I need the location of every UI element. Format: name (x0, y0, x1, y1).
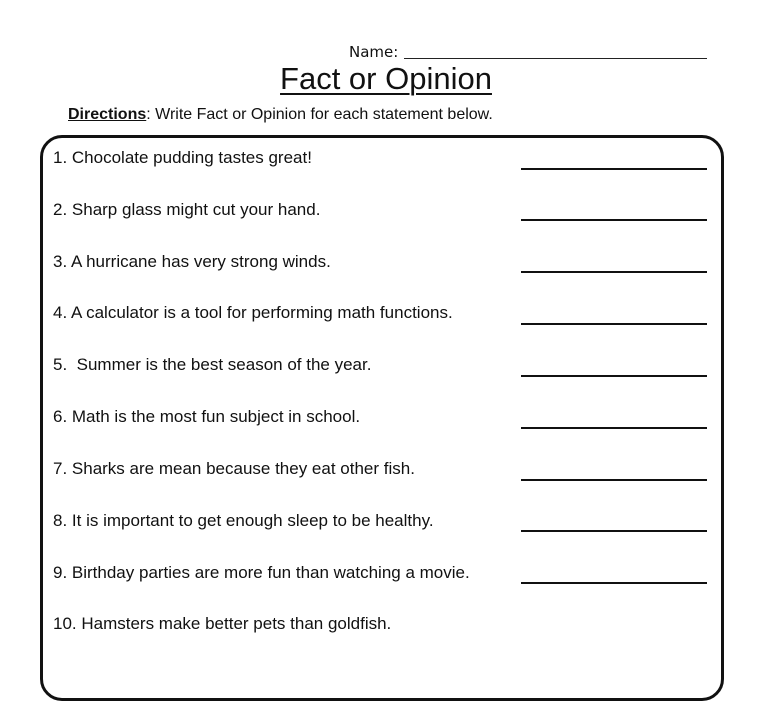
statement-3: 3. A hurricane has very strong winds. (53, 252, 331, 271)
answer-line-4[interactable] (521, 323, 707, 325)
answer-line-1[interactable] (521, 168, 707, 170)
statement-9: 9. Birthday parties are more fun than watching a movie. (53, 563, 470, 582)
answer-line-8[interactable] (521, 530, 707, 532)
name-label: Name: (349, 43, 399, 61)
statement-10: 10. Hamsters make better pets than goldfish. (53, 614, 392, 633)
directions-label: Directions (68, 106, 147, 123)
statement-2: 2. Sharp glass might cut your hand. (53, 200, 321, 219)
answer-line-7[interactable] (521, 479, 707, 481)
statement-5: 5. Summer is the best season of the year. (53, 355, 372, 374)
page-title: Fact or Opinion (280, 61, 492, 96)
answer-line-2[interactable] (521, 219, 707, 221)
statement-6: 6. Math is the most fun subject in school. (53, 407, 361, 426)
statement-4: 4. A calculator is a tool for performing math functions. (53, 303, 453, 322)
answer-line-5[interactable] (521, 375, 707, 377)
name-field-line[interactable] (404, 58, 707, 59)
statement-1: 1. Chocolate pudding tastes great! (53, 148, 312, 167)
directions-text: : Write Fact or Opinion for each statement below. (146, 106, 493, 123)
answer-line-9[interactable] (521, 582, 707, 584)
statement-7: 7. Sharks are mean because they eat other fish. (53, 459, 415, 478)
answer-line-6[interactable] (521, 427, 707, 429)
statement-8: 8. It is important to get enough sleep to be healthy. (53, 511, 434, 530)
answer-line-3[interactable] (521, 271, 707, 273)
directions (68, 105, 493, 125)
name-row (349, 43, 707, 61)
